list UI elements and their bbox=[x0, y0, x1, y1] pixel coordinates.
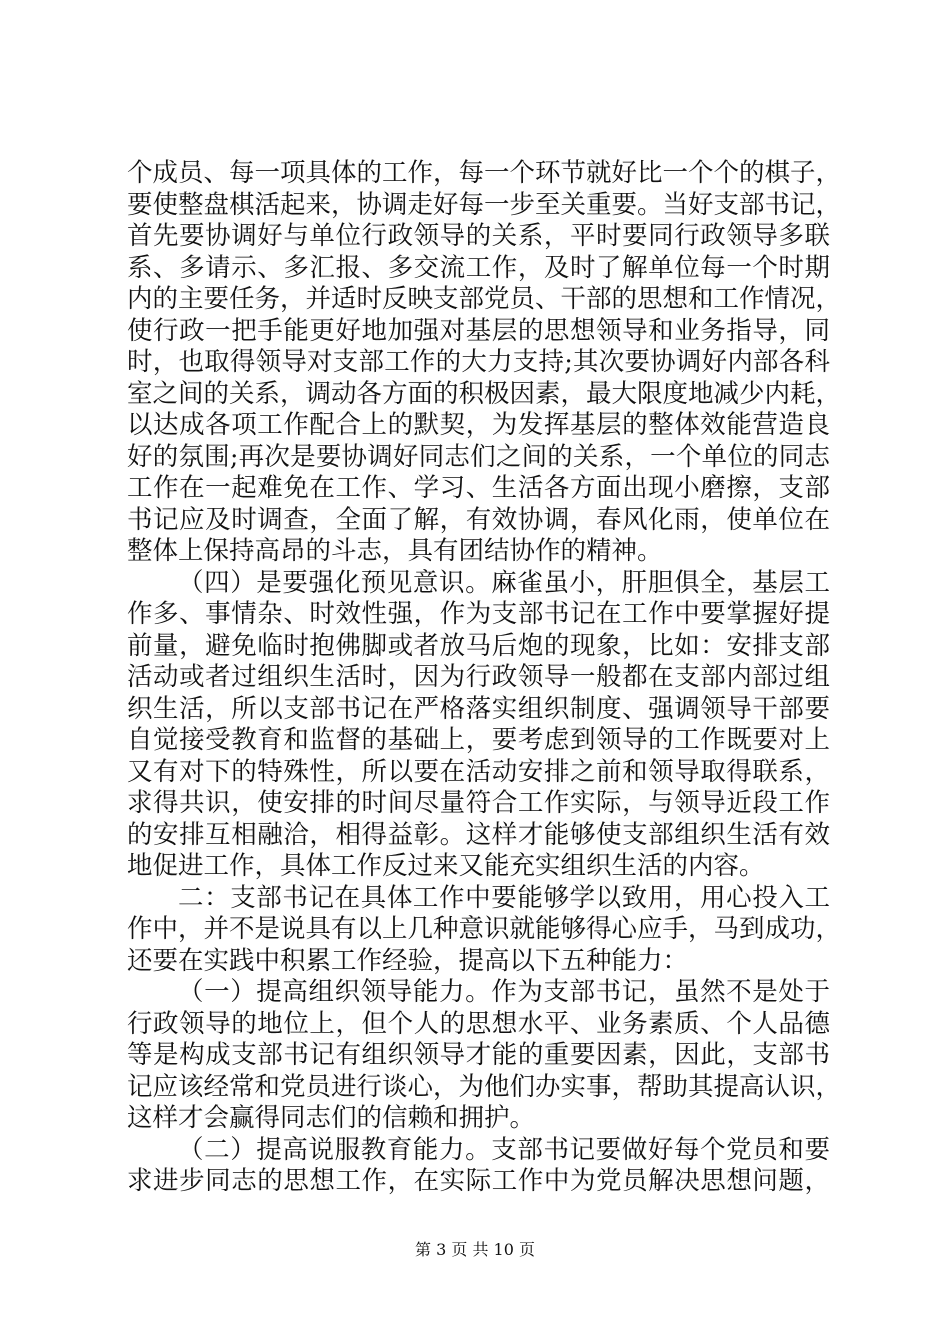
text-line: 地促进工作，具体工作反过来又能充实组织生活的内容。 bbox=[127, 851, 765, 881]
text-line: 记应该经常和党员进行谈心，为他们办实事，帮助其提高认识， bbox=[127, 1071, 842, 1102]
text-line: 工作在一起难免在工作、学习、生活各方面出现小磨擦，支部 bbox=[127, 473, 830, 503]
body-text bbox=[127, 158, 842, 1198]
text-line: （二）提高说服教育能力。支部书记要做好每个党员和要 bbox=[178, 1134, 830, 1165]
text-line: 作中，并不是说具有以上几种意识就能够得心应手，马到成功， bbox=[127, 914, 842, 944]
text-line: 书记应及时调查，全面了解，有效协调，春风化雨，使单位在 bbox=[127, 504, 830, 535]
text-line: 首先要协调好与单位行政领导的关系，平时要同行政领导多联 bbox=[127, 221, 830, 251]
text-line: 自觉接受教育和监督的基础上，要考虑到领导的工作既要对上 bbox=[127, 725, 830, 755]
text-line: 二：支部书记在具体工作中要能够学以致用，用心投入工 bbox=[178, 882, 830, 913]
text-line: 整体上保持高昂的斗志，具有团结协作的精神。 bbox=[127, 536, 663, 566]
text-line: 时，也取得领导对支部工作的大力支持;其次要协调好内部各科 bbox=[127, 347, 830, 377]
text-line: 作多、事情杂、时效性强，作为支部书记在工作中要掌握好提 bbox=[127, 599, 830, 629]
text-line: 行政领导的地位上，但个人的思想水平、业务素质、个人品德 bbox=[127, 1008, 830, 1039]
text-line: 使行政一把手能更好地加强对基层的思想领导和业务指导，同 bbox=[127, 315, 830, 346]
text-line: 内的主要任务，并适时反映支部党员、干部的思想和工作情况， bbox=[127, 284, 842, 314]
text-line: 要使整盘棋活起来，协调走好每一步至关重要。当好支部书记， bbox=[127, 189, 842, 220]
text-line: 这样才会赢得同志们的信赖和拥护。 bbox=[127, 1103, 536, 1133]
text-line: 又有对下的特殊性，所以要在活动安排之前和领导取得联系， bbox=[127, 756, 830, 787]
text-line: （四）是要强化预见意识。麻雀虽小，肝胆俱全，基层工 bbox=[178, 567, 830, 598]
text-line: 个成员、每一项具体的工作，每一个环节就好比一个个的棋子， bbox=[127, 158, 842, 188]
text-line: 活动或者过组织生活时，因为行政领导一般都在支部内部过组 bbox=[127, 662, 830, 692]
text-line: 前量，避免临时抱佛脚或者放马后炮的现象，比如：安排支部 bbox=[127, 630, 830, 661]
text-line: 求进步同志的思想工作，在实际工作中为党员解决思想问题， bbox=[127, 1166, 830, 1196]
text-line: 室之间的关系，调动各方面的积极因素，最大限度地减少内耗， bbox=[127, 378, 842, 409]
text-line: （一）提高组织领导能力。作为支部书记，虽然不是处于 bbox=[178, 977, 830, 1007]
page-number: 第 3 页 共 10 页 bbox=[415, 1240, 535, 1259]
text-line: 以达成各项工作配合上的默契，为发挥基层的整体效能营造良 bbox=[127, 410, 830, 440]
text-line: 等是构成支部书记有组织领导才能的重要因素，因此，支部书 bbox=[127, 1040, 830, 1070]
text-line: 系、多请示、多汇报、多交流工作，及时了解单位每一个时期 bbox=[127, 252, 830, 283]
page-footer bbox=[0, 1240, 950, 1260]
text-line: 织生活，所以支部书记在严格落实组织制度、强调领导干部要 bbox=[127, 693, 830, 724]
text-line: 求得共识，使安排的时间尽量符合工作实际，与领导近段工作 bbox=[127, 788, 830, 818]
text-line: 好的氛围;再次是要协调好同志们之间的关系，一个单位的同志 bbox=[127, 441, 830, 472]
text-line: 的安排互相融洽，相得益彰。这样才能够使支部组织生活有效 bbox=[127, 819, 830, 850]
text-line: 还要在实践中积累工作经验，提高以下五种能力： bbox=[127, 945, 689, 976]
